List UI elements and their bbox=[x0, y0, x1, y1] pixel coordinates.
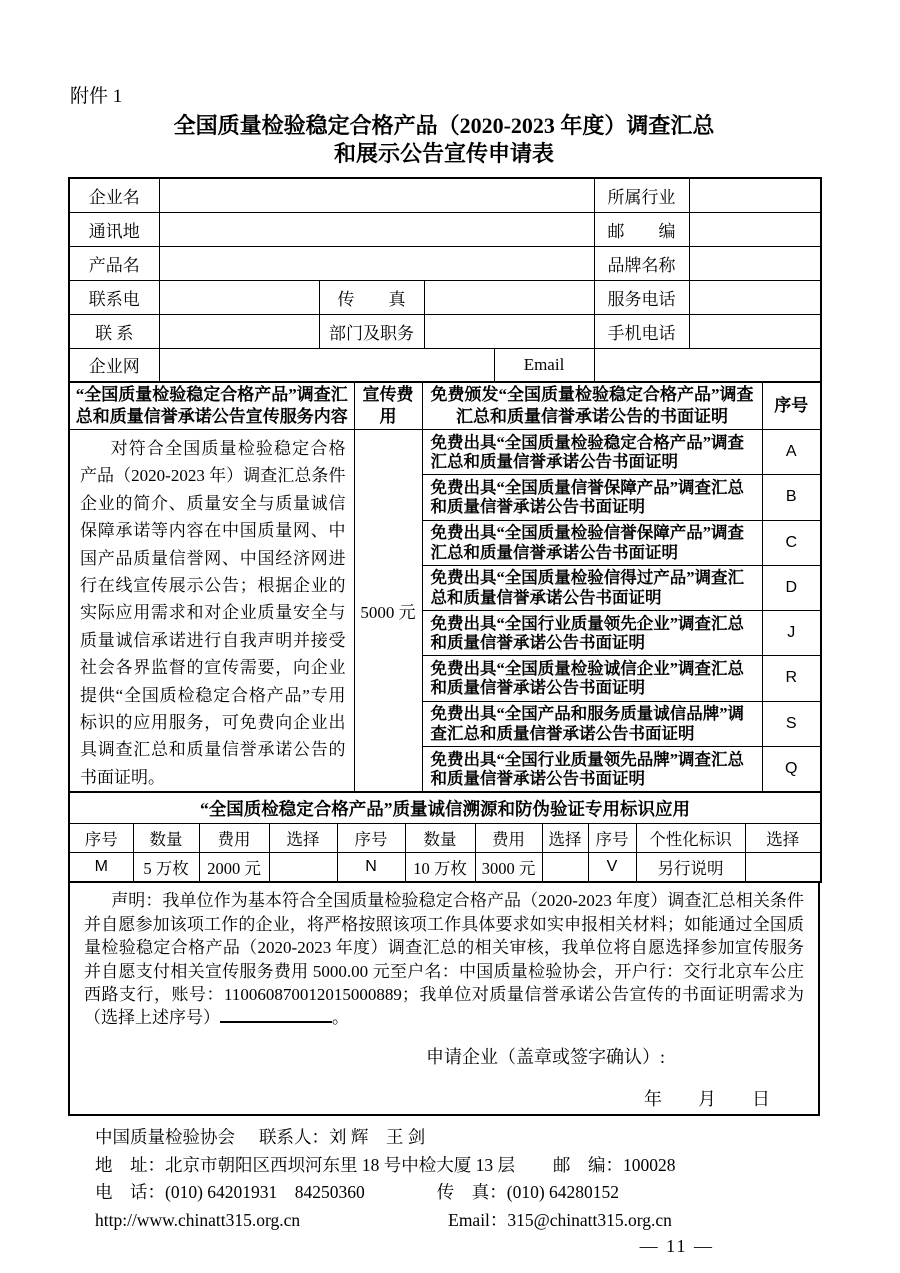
col-header: 序号 bbox=[69, 824, 133, 853]
org-website: http://www.chinatt315.org.cn bbox=[95, 1209, 301, 1230]
table-row bbox=[69, 792, 821, 824]
col-header: 序号 bbox=[588, 824, 636, 853]
fee-value: 5000 元 bbox=[354, 430, 422, 793]
contact-input[interactable] bbox=[159, 314, 319, 348]
brand-label: 品牌名称 bbox=[594, 246, 689, 280]
org-postcode: 邮 编：100028 bbox=[553, 1154, 676, 1175]
mark-code-v: V bbox=[588, 853, 636, 883]
table-header-row bbox=[69, 382, 821, 430]
declaration-text bbox=[84, 889, 804, 1029]
col-header: 数量 bbox=[405, 824, 475, 853]
certificate-header: 免费颁发“全国质量检验稳定合格产品”调查汇总和质量信誉承诺公告的书面证明 bbox=[422, 382, 762, 430]
industry-input[interactable] bbox=[689, 178, 821, 212]
mobile-label: 手机电话 bbox=[594, 314, 689, 348]
certificate-code: S bbox=[762, 701, 821, 746]
table-row bbox=[69, 853, 821, 883]
signature-label: 申请企业（盖章或签字确认）: bbox=[426, 1046, 665, 1067]
col-header: 数量 bbox=[133, 824, 199, 853]
product-name-label: 产品名 bbox=[69, 246, 159, 280]
certificate-text: 免费出具“全国质量检验诚信企业”调查汇总和质量信誉承诺公告书面证明 bbox=[422, 656, 762, 701]
footer-org-line bbox=[95, 1124, 820, 1152]
company-info-table bbox=[68, 177, 822, 383]
postcode-label: 邮 编 bbox=[594, 212, 689, 246]
table-row bbox=[69, 212, 821, 246]
org-fax: 传 真：(010) 64280152 bbox=[436, 1182, 620, 1203]
col-header: 选择 bbox=[745, 824, 821, 853]
attachment-label: 附件 1 bbox=[70, 86, 123, 107]
org-name: 中国质量检验协会 bbox=[95, 1127, 235, 1148]
service-description: 对符合全国质量检验稳定合格产品（2020-2023 年）调查汇总条件企业的简介、质量安全与质量诚信保障承诺等内容在中国质量网、中国产品质量信誉网、中国经济网进行在线宣传展示公告；根据企业的实际应用需求和对企业质量安全与质量诚信承诺进行自我声明并接受社会各界监督的宣传需要，向企业提供“全国质检稳定合格产品”专用标识的应用服务，可免费向企业出具调查汇总和质量信誉承诺公告的书面证明。 bbox=[80, 439, 346, 787]
brand-input[interactable] bbox=[689, 246, 821, 280]
service-content-header: “全国质量检验稳定合格产品”调查汇总和质量信誉承诺公告宣传服务内容 bbox=[69, 382, 354, 430]
email-label: Email bbox=[494, 348, 594, 382]
mark-code-n: N bbox=[337, 853, 405, 883]
industry-label: 所属行业 bbox=[594, 178, 689, 212]
declaration-body: 声明：我单位作为基本符合全国质量检验稳定合格产品（2020-2023 年度）调查汇总相关条件并自愿参加该项工作的企业，将严格按照该项工作具体要求如实申报相关材料；如能通过全国质量检验稳定合格产品（2020-2023 年度）调查汇总的相关审核，我单位将自愿选择参加宣传服务并自愿支付相关宣传服务费用 5000.00 元至户名：中国质量检验协会，开户行：交行北京车公庄西路支行，账号：110060870012015000889；我单位对质量信誉承诺公告宣传的书面证明需求为（选择上述序号） bbox=[84, 891, 804, 1028]
title-line-1: 全国质量检验稳定合格产品（2020-2023 年度）调查汇总 bbox=[173, 113, 715, 138]
service-description-cell bbox=[69, 430, 354, 793]
certificate-text: 免费出具“全国质量检验信誉保障产品”调查汇总和质量信誉承诺公告书面证明 bbox=[422, 520, 762, 565]
phone-label: 联系电 bbox=[69, 280, 159, 314]
mark-select-v-input[interactable] bbox=[745, 853, 821, 883]
footer-web-line bbox=[95, 1207, 820, 1235]
certificate-text: 免费出具“全国行业质量领先品牌”调查汇总和质量信誉承诺公告书面证明 bbox=[422, 746, 762, 792]
org-email: Email：315@chinatt315.org.cn bbox=[448, 1209, 672, 1230]
declaration-suffix: 。 bbox=[332, 1008, 349, 1028]
certificate-code: J bbox=[762, 611, 821, 656]
table-row bbox=[69, 246, 821, 280]
mobile-input[interactable] bbox=[689, 314, 821, 348]
table-header-row bbox=[69, 824, 821, 853]
fee-header: 宣传费用 bbox=[354, 382, 422, 430]
address-label: 通讯地 bbox=[69, 212, 159, 246]
address-input[interactable] bbox=[159, 212, 594, 246]
dept-title-label: 部门及职务 bbox=[319, 314, 424, 348]
email-input[interactable] bbox=[594, 348, 821, 382]
table-row bbox=[69, 178, 821, 212]
postcode-input[interactable] bbox=[689, 212, 821, 246]
website-label: 企业网 bbox=[69, 348, 159, 382]
certificate-text: 免费出具“全国质量检验稳定合格产品”调查汇总和质量信誉承诺公告书面证明 bbox=[422, 430, 762, 475]
certificate-code: R bbox=[762, 656, 821, 701]
mark-section-title: “全国质检稳定合格产品”质量诚信溯源和防伪验证专用标识应用 bbox=[69, 792, 821, 824]
title-line-2: 和展示公告宣传申请表 bbox=[333, 141, 554, 166]
mark-code-m: M bbox=[69, 853, 133, 883]
org-phone: 电 话：(010) 64201931 84250360 bbox=[95, 1182, 365, 1203]
phone-input[interactable] bbox=[159, 280, 319, 314]
certificate-text: 免费出具“全国行业质量领先企业”调查汇总和质量信誉承诺公告书面证明 bbox=[422, 611, 762, 656]
table-row bbox=[69, 280, 821, 314]
declaration-box bbox=[68, 883, 820, 1116]
form-content bbox=[68, 0, 820, 1257]
mark-select-n-input[interactable] bbox=[542, 853, 588, 883]
serial-choice-blank-input[interactable] bbox=[220, 1007, 332, 1023]
service-phone-label: 服务电话 bbox=[594, 280, 689, 314]
certificate-text: 免费出具“全国质量信誉保障产品”调查汇总和质量信誉承诺公告书面证明 bbox=[422, 475, 762, 520]
footer-phone-line bbox=[95, 1179, 820, 1207]
col-header: 选择 bbox=[269, 824, 337, 853]
product-name-input[interactable] bbox=[159, 246, 594, 280]
footer-address-line bbox=[95, 1152, 820, 1180]
website-input[interactable] bbox=[159, 348, 494, 382]
certificate-row bbox=[69, 430, 821, 475]
company-name-input[interactable] bbox=[159, 178, 594, 212]
fax-label: 传 真 bbox=[319, 280, 424, 314]
mark-qty-m: 5 万枚 bbox=[133, 853, 199, 883]
mark-custom-note: 另行说明 bbox=[636, 853, 745, 883]
dept-title-input[interactable] bbox=[424, 314, 594, 348]
mark-qty-n: 10 万枚 bbox=[405, 853, 475, 883]
page-title bbox=[68, 112, 820, 168]
col-header: 选择 bbox=[542, 824, 588, 853]
col-header: 费用 bbox=[475, 824, 542, 853]
service-phone-input[interactable] bbox=[689, 280, 821, 314]
col-header: 费用 bbox=[199, 824, 269, 853]
mark-application-table bbox=[68, 791, 822, 883]
certificate-code: C bbox=[762, 520, 821, 565]
col-header: 序号 bbox=[337, 824, 405, 853]
contact-label: 联 系 bbox=[69, 314, 159, 348]
col-header: 个性化标识 bbox=[636, 824, 745, 853]
certificate-code: A bbox=[762, 430, 821, 475]
table-row bbox=[69, 348, 821, 382]
certificate-code: Q bbox=[762, 746, 821, 792]
page-number: — 11 — bbox=[639, 1236, 714, 1257]
table-row bbox=[69, 314, 821, 348]
certificate-text: 免费出具“全国质量检验信得过产品”调查汇总和质量信誉承诺公告书面证明 bbox=[422, 565, 762, 610]
certificate-code: D bbox=[762, 565, 821, 610]
company-name-label: 企业名 bbox=[69, 178, 159, 212]
contact-persons: 联系人：刘 辉 王 剑 bbox=[259, 1127, 426, 1148]
mark-select-m-input[interactable] bbox=[269, 853, 337, 883]
service-certificates-table bbox=[68, 381, 822, 793]
certificate-code: B bbox=[762, 475, 821, 520]
org-address: 地 址：北京市朝阳区西坝河东里 18 号中检大厦 13 层 bbox=[95, 1154, 515, 1175]
certificate-text: 免费出具“全国产品和服务质量诚信品牌”调查汇总和质量信誉承诺公告书面证明 bbox=[422, 701, 762, 746]
date-fields: 年 月 日 bbox=[644, 1088, 770, 1109]
index-header: 序号 bbox=[762, 382, 821, 430]
footer-contact-block bbox=[95, 1124, 820, 1234]
mark-fee-m: 2000 元 bbox=[199, 853, 269, 883]
fax-input[interactable] bbox=[424, 280, 594, 314]
mark-fee-n: 3000 元 bbox=[475, 853, 542, 883]
